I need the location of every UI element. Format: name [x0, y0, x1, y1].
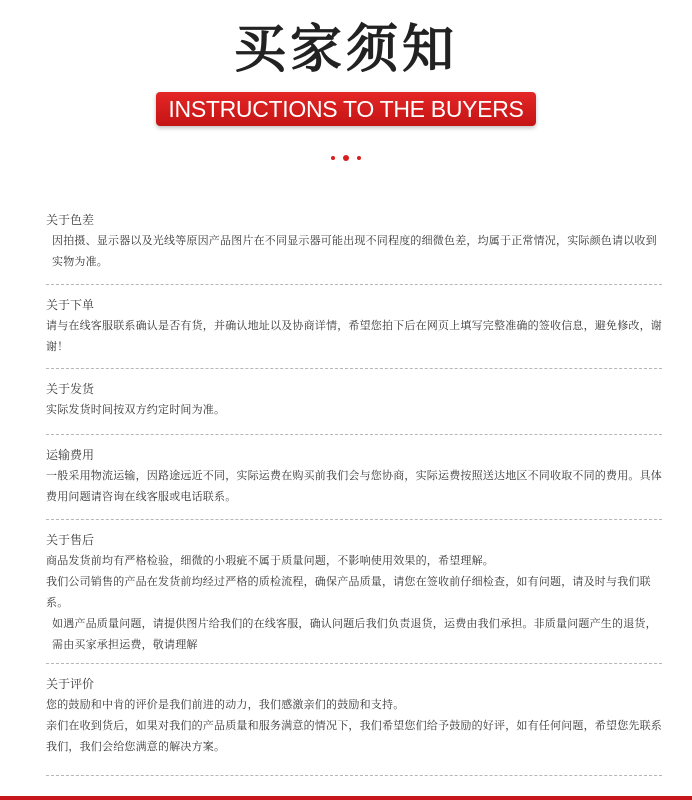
section-text: 请与在线客服联系确认是否有货，并确认地址以及协商详情，希望您拍下后在网页上填写完整准确的签收信息，避免修改，谢谢！ [46, 319, 662, 353]
section-title: 关于发货 [46, 382, 95, 396]
section-title: 关于下单 [46, 298, 95, 312]
section-freight [46, 435, 662, 520]
section-text: 如遇产品质量问题，请提供图片给我们的在线客服，确认问题后我们负责退货，运费由我们承担。非质量问题产生的退货，需由买家承担运费，敬请理解 [52, 617, 657, 651]
section-text: 实际发货时间按双方约定时间为准。 [46, 403, 226, 416]
section-title: 关于色差 [46, 213, 95, 227]
dot-icon [357, 156, 361, 160]
section-text: 因拍摄、显示器以及光线等原因产品图片在不同显示器可能出现不同程度的细微色差，均属于正常情况，实际颜色请以收到实物为准。 [52, 234, 657, 268]
dot-icon [343, 155, 349, 161]
notice-sections [46, 210, 662, 776]
section-reviews [46, 664, 662, 776]
section-shipping [46, 369, 662, 435]
dot-icon [331, 156, 335, 160]
section-after-sales [46, 520, 662, 664]
section-title: 运输费用 [46, 448, 95, 462]
section-text: 我们公司销售的产品在发货前均经过严格的质检流程，确保产品质量，请您在签收前仔细检查，如有问题，请及时与我们联系。 [46, 575, 651, 609]
banner-text: INSTRUCTIONS TO THE BUYERS [168, 95, 524, 122]
bottom-accent-line [0, 796, 692, 800]
page-title: 买家须知 [233, 20, 458, 80]
subtitle-banner [156, 92, 536, 126]
section-text: 一般采用物流运输，因路途远近不同，实际运费在购买前我们会与您协商，实际运费按照送达地区不同收取不同的费用。具体费用问题请咨询在线客服或电话联系。 [46, 469, 662, 503]
section-title: 关于售后 [46, 533, 95, 547]
decorative-dots [0, 155, 692, 161]
section-ordering [46, 285, 662, 369]
section-text: 亲们在收到货后，如果对我们的产品质量和服务满意的情况下，我们希望您们给予鼓励的好评，如有任何问题，希望您先联系我们，我们会给您满意的解决方案。 [46, 719, 662, 753]
section-title: 关于评价 [46, 677, 95, 691]
section-text: 商品发货前均有严格检验，细微的小瑕疵不属于质量问题，不影响使用效果的，希望理解。 [46, 554, 494, 567]
section-color-difference [46, 210, 662, 285]
section-text: 您的鼓励和中肯的评价是我们前进的动力，我们感激亲们的鼓励和支持。 [46, 698, 405, 711]
